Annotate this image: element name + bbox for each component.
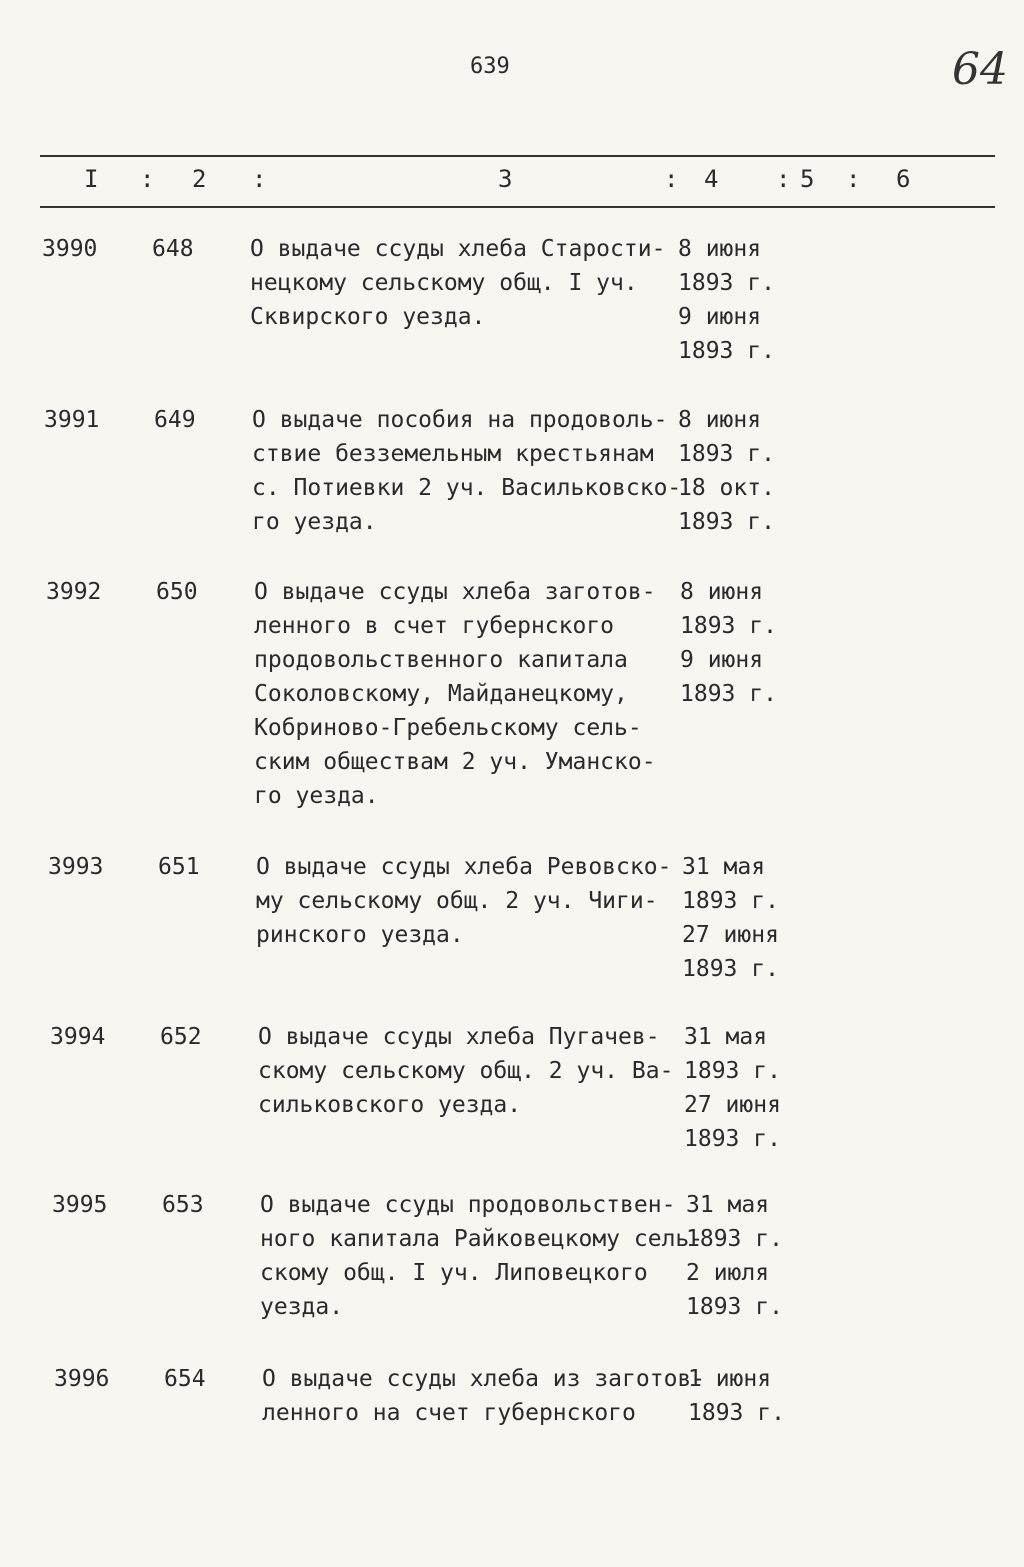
file-number: 651 — [158, 854, 200, 880]
entry-date: 8 июня — [678, 407, 762, 433]
entry-description-line: скому сельскому общ. 2 уч. Ва- — [258, 1058, 674, 1084]
entry-description-line: Соколовскому, Майданецкому, — [254, 681, 628, 707]
entry-description-line: Сквирского уезда. — [250, 304, 486, 330]
entry-number: 3990 — [42, 236, 98, 262]
entry-date: 2 июля — [686, 1260, 770, 1286]
file-number: 649 — [154, 407, 196, 433]
entry-description-line: с. Потиевки 2 уч. Васильковско- — [252, 475, 682, 501]
entry-date: 18 окт. — [678, 475, 775, 501]
entry-description-line: го уезда. — [252, 509, 377, 535]
entry-date: 31 мая — [684, 1024, 768, 1050]
column-header-5: 5 — [800, 165, 815, 193]
handwritten-archive-number: 64 — [952, 44, 1008, 95]
header-bottom-rule — [40, 206, 995, 208]
entry-date: 8 июня — [680, 579, 764, 605]
entry-date: 27 июня — [684, 1092, 781, 1118]
entry-description-line: О выдаче ссуды хлеба Пугачев- — [258, 1024, 660, 1050]
file-number: 648 — [152, 236, 194, 262]
entry-description-line: нецкому сельскому общ. I уч. — [250, 270, 638, 296]
entry-description-line: О выдаче пособия на продоволь- — [252, 407, 668, 433]
entry-description-line: О выдаче ссуды продовольствен- — [260, 1192, 676, 1218]
entry-description-line: уезда. — [260, 1294, 344, 1320]
entry-description-line: О выдаче ссуды хлеба Старости- — [250, 236, 666, 262]
entry-description-line: сильковского уезда. — [258, 1092, 522, 1118]
entry-date: 1893 г. — [686, 1226, 783, 1252]
entry-description-line: му сельскому общ. 2 уч. Чиги- — [256, 888, 658, 914]
entry-description-line: ствие безземельным крестьянам — [252, 441, 654, 467]
file-number: 650 — [156, 579, 198, 605]
entry-description-line: Кобриново-Гребельскому сель- — [254, 715, 642, 741]
column-separator: : — [846, 165, 861, 193]
column-separator: : — [140, 165, 155, 193]
entry-description-line: ленного на счет губернского — [262, 1400, 636, 1426]
entry-number: 3992 — [46, 579, 102, 605]
entry-description-line: О выдаче ссуды хлеба заготов- — [254, 579, 656, 605]
entry-description-line: го уезда. — [254, 783, 379, 809]
entry-date: 31 мая — [682, 854, 766, 880]
entry-date: 1893 г. — [678, 441, 775, 467]
entry-date: 1893 г. — [680, 681, 777, 707]
entry-date: 1893 г. — [688, 1400, 785, 1426]
column-separator: : — [252, 165, 267, 193]
column-separator: : — [776, 165, 791, 193]
entry-number: 3993 — [48, 854, 104, 880]
column-header-2: 2 — [192, 165, 207, 193]
entry-date: 9 июня — [678, 304, 762, 330]
column-header-3: 3 — [498, 165, 513, 193]
entry-number: 3995 — [52, 1192, 108, 1218]
entry-description-line: продовольственного капитала — [254, 647, 628, 673]
column-header-4: 4 — [704, 165, 719, 193]
page-number: 639 — [470, 54, 510, 79]
entry-description-line: ленного в счет губернского — [254, 613, 615, 639]
entry-date: 1893 г. — [686, 1294, 783, 1320]
entry-description-line: О выдаче ссуды хлеба Ревовско- — [256, 854, 672, 880]
entry-date: 31 мая — [686, 1192, 770, 1218]
column-header-6: 6 — [896, 165, 911, 193]
entry-date: 1893 г. — [684, 1058, 781, 1084]
entry-date: 1893 г. — [682, 956, 779, 982]
entry-number: 3996 — [54, 1366, 110, 1392]
entry-date: 1 июня — [688, 1366, 772, 1392]
file-number: 652 — [160, 1024, 202, 1050]
entry-number: 3994 — [50, 1024, 106, 1050]
entry-date: 1893 г. — [682, 888, 779, 914]
entry-date: 1893 г. — [678, 270, 775, 296]
column-separator: : — [664, 165, 679, 193]
entry-description-line: ским обществам 2 уч. Уманско- — [254, 749, 656, 775]
entry-description-line: ринского уезда. — [256, 922, 464, 948]
entry-date: 1893 г. — [680, 613, 777, 639]
entry-date: 8 июня — [678, 236, 762, 262]
entry-date: 1893 г. — [678, 509, 775, 535]
entry-number: 3991 — [44, 407, 100, 433]
entry-description-line: О выдаче ссуды хлеба из заготов- — [262, 1366, 706, 1392]
entry-description-line: ного капитала Райковецкому сель- — [260, 1226, 704, 1252]
entry-date: 27 июня — [682, 922, 779, 948]
entry-description-line: скому общ. I уч. Липовецкого — [260, 1260, 648, 1286]
column-header-1: I — [84, 165, 99, 193]
file-number: 653 — [162, 1192, 204, 1218]
entry-date: 9 июня — [680, 647, 764, 673]
entry-date: 1893 г. — [678, 338, 775, 364]
header-top-rule — [40, 155, 995, 157]
entry-date: 1893 г. — [684, 1126, 781, 1152]
file-number: 654 — [164, 1366, 206, 1392]
